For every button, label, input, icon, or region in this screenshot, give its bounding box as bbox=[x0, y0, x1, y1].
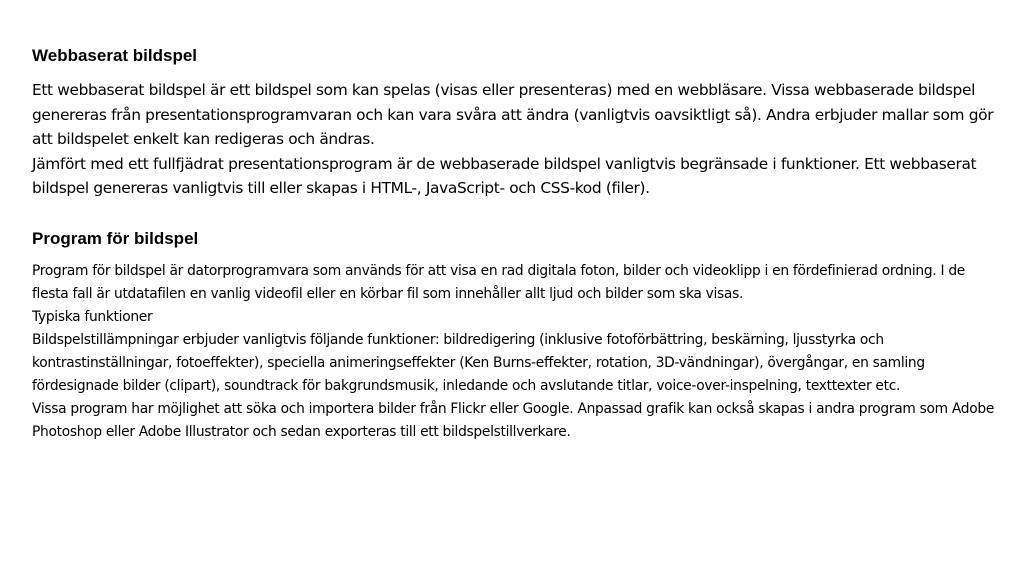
paragraph: Jämfört med ett fullfjädrat presentationsprogram är de webbaserade bildspel vanligtvis begränsade i funktioner. Ett webbaserat bildspel genereras vanligtvis till eller skapas i HTML-, JavaScript- och CSS-kod (filer). bbox=[32, 154, 977, 197]
subheading-typiska-funktioner: Typiska funktioner bbox=[32, 308, 153, 325]
paragraph: Program för bildspel är datorprogramvara som används för att visa en rad digitala foton, bilder och videoklipp i en fördefinierad ordning. I de flesta fall är utdatafilen en vanlig videofil eller en körbar fil som innehåller allt ljud och bilder som ska visas. bbox=[32, 262, 965, 302]
section-body-webbaserat-bildspel bbox=[32, 78, 1002, 201]
section-heading-webbaserat-bildspel: Webbaserat bildspel bbox=[32, 46, 198, 65]
slide-content bbox=[32, 44, 1002, 444]
paragraph: Bildspelstillämpningar erbjuder vanligtvis följande funktioner: bildredigering (inklusive fotoförbättring, beskärning, ljusstyrka och kontrastinställningar, fotoeffekter), speciella animeringseffekter (Ken Burns-effekter, rotation, 3D-vändningar), övergångar, en samling fördesignade bilder (clipart), soundtrack för bakgrundsmusik, inledande och avslutande titlar, voice-over-inspelning, texttexter etc. bbox=[32, 331, 925, 394]
paragraph: Ett webbaserat bildspel är ett bildspel som kan spelas (visas eller presenteras) med en webbläsare. Vissa webbaserade bildspel genereras från presentationsprogramvaran och kan vara svåra att ändra (vanligtvis oavsiktligt så). Andra erbjuder mallar som gör att bildspelet enkelt kan redigeras och ändras. bbox=[32, 81, 994, 148]
section-body-program-for-bildspel bbox=[32, 260, 1002, 444]
paragraph: Vissa program har möjlighet att söka och importera bilder från Flickr eller Google. Anpassad grafik kan också skapas i andra program som Adobe Photoshop eller Adobe Illustrator och sedan exporteras till ett bildspelstillverkare. bbox=[32, 400, 995, 440]
section-heading-program-for-bildspel: Program för bildspel bbox=[32, 228, 199, 248]
